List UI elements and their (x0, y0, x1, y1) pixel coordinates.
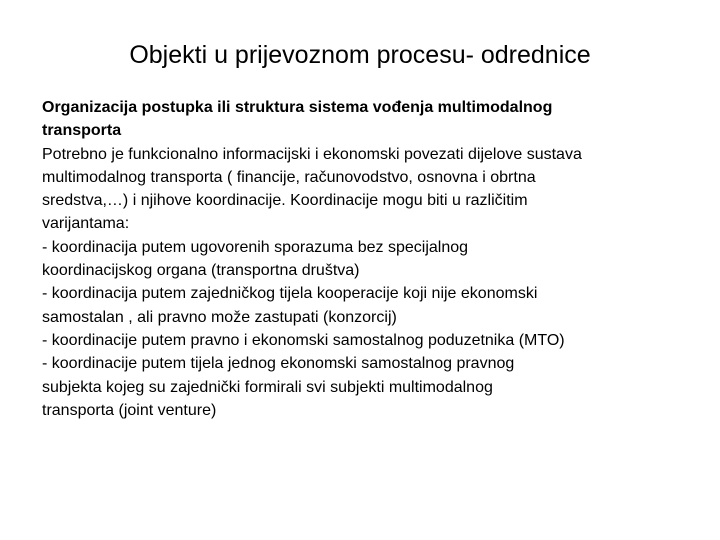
list-item-line: - koordinacije putem pravno i ekonomski samostalnog poduzetnika (MTO) (42, 331, 565, 349)
heading-line: Organizacija postupka ili struktura sistema vođenja multimodalnog (42, 99, 553, 116)
list-item-line: subjekta kojeg su zajednički formirali svi subjekti multimodalnog (42, 378, 493, 396)
list-item-line: - koordinacija putem zajedničkog tijela kooperacije koji nije ekonomski (42, 285, 538, 303)
heading-paragraph (42, 96, 682, 143)
body-paragraph (42, 143, 682, 423)
list-item-line: transporta (joint venture) (42, 401, 217, 419)
heading-line: transporta (42, 122, 122, 140)
list-item-line: koordinacijskog organa (transportna društva) (42, 262, 360, 280)
body-line: varijantama: (42, 215, 130, 233)
list-item-line: - koordinacija putem ugovorenih sporazuma bez specijalnog (42, 238, 469, 256)
slide-content (42, 96, 682, 422)
body-line: Potrebno je funkcionalno informacijski i ekonomski povezati dijelove sustava (42, 145, 582, 163)
slide-title: Objekti u prijevoznom procesu- odrednice (129, 41, 591, 69)
list-item-line: - koordinacije putem tijela jednog ekonomski samostalnog pravnog (42, 355, 515, 373)
body-line: sredstva,…) i njihove koordinacije. Koordinacije mogu biti u različitim (42, 192, 528, 210)
body-line: multimodalnog transporta ( financije, računovodstvo, osnovna i obrtna (42, 168, 536, 186)
list-item-line: samostalan , ali pravno može zastupati (konzorcij) (42, 308, 397, 326)
